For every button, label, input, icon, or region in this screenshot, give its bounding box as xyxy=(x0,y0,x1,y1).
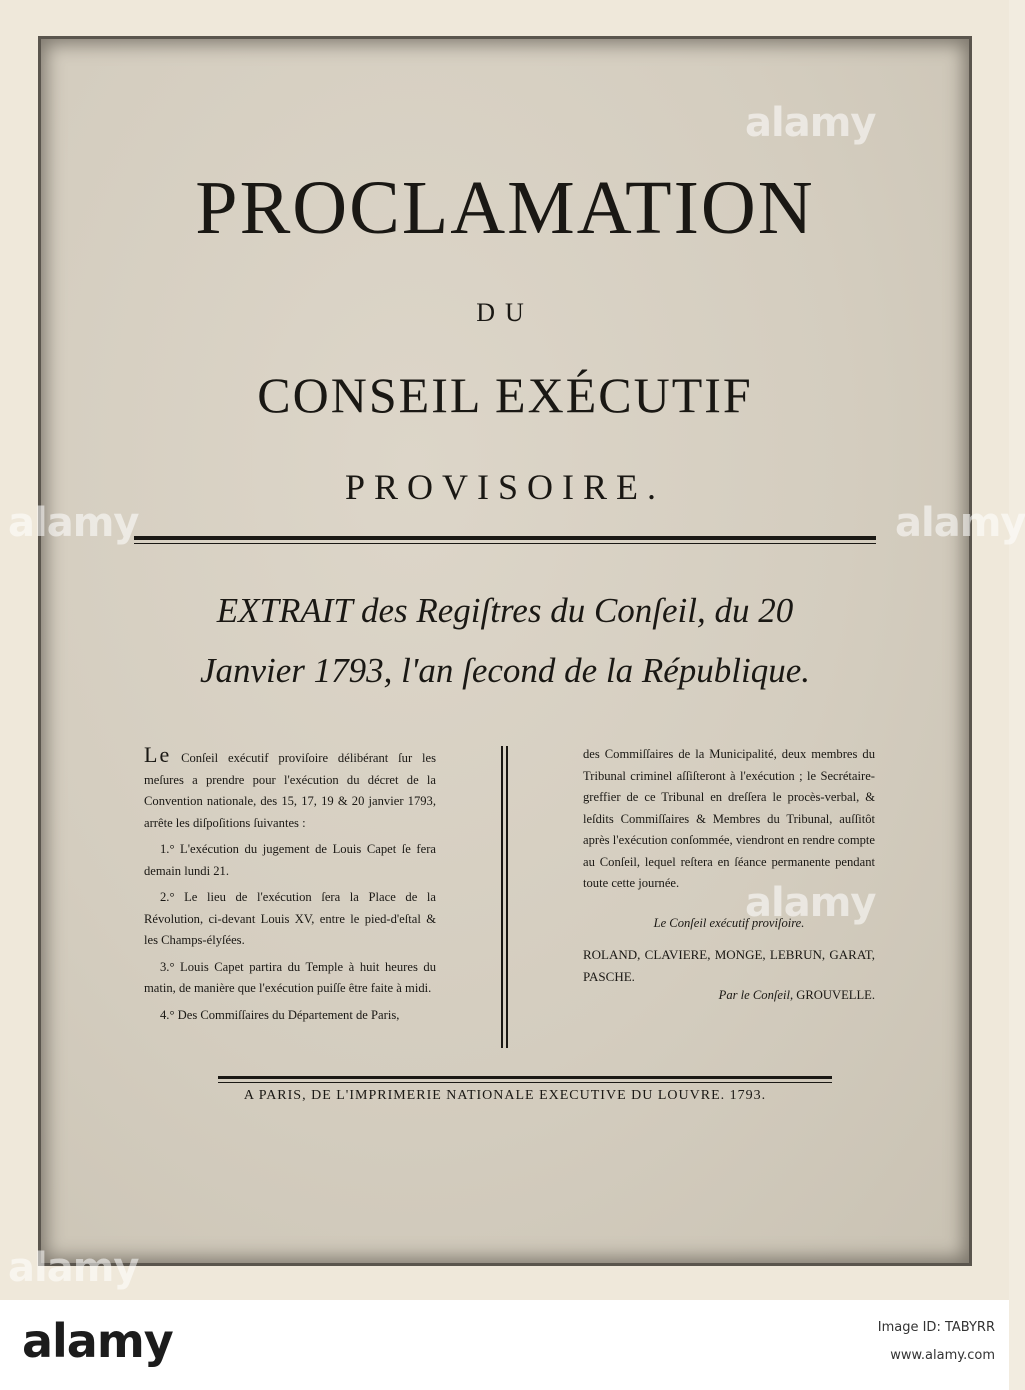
alamy-logo: alamy xyxy=(22,1314,173,1368)
poster-conseil: CONSEIL EXÉCUTIF xyxy=(257,367,753,423)
signature-council: Le Conſeil exécutif proviſoire. xyxy=(653,915,805,930)
continuation-text: des Commiſſaires de la Municipalité, deux membres du Tribunal criminel aſſiſteront à l'exécution ; le Secrétaire-greffier de ce Tribunal en dreſſera le procès-verbal, & leſdits Commiſſaires & Membres du Tribunal, auſſitôt après l'exécution conſommée, viendront en rendre compte au Conſeil, lequel reſtera en ſéance permanente pendant toute cette journée. xyxy=(583,747,875,890)
stock-footer xyxy=(0,1300,1009,1390)
proclamation-poster xyxy=(38,36,972,1266)
poster-title: PROCLAMATION xyxy=(195,166,815,250)
watermark-top-right: alamy xyxy=(745,100,876,146)
intro-dropcap: Le xyxy=(144,742,172,767)
right-column xyxy=(583,744,875,1007)
image-id: Image ID: TABYRR xyxy=(877,1320,995,1335)
watermark-bottom-left: alamy xyxy=(8,1245,139,1291)
left-column xyxy=(144,744,436,1026)
bottom-rule xyxy=(218,1076,832,1079)
column-divider-left xyxy=(501,746,503,1048)
intro-text: Conſeil exécutif proviſoire délibérant ſur les meſures a prendre pour l'exécution du décret de la Convention nationale, des 15, 17, 19 & 20 janvier 1793, arrête les diſpoſitions ſuivantes : xyxy=(144,751,436,830)
extrait-line-2: Janvier 1793, l'an ſecond de la République. xyxy=(199,651,811,690)
imprint-line: A PARIS, DE L'IMPRIMERIE NATIONALE EXECUTIVE DU LOUVRE. 1793. xyxy=(243,1088,767,1103)
column-divider-right xyxy=(506,746,508,1048)
extrait-line-1: EXTRAIT des Regiſtres du Conſeil, du 20 xyxy=(216,591,794,630)
watermark-right: alamy xyxy=(895,500,1025,546)
signature-names: ROLAND, CLAVIERE, MONGE, LEBRUN, GARAT, PASCHE. xyxy=(583,947,875,984)
stock-url: www.alamy.com xyxy=(890,1348,995,1363)
top-rule-thin xyxy=(134,543,876,544)
top-rule xyxy=(134,536,876,540)
intro-paragraph xyxy=(144,744,436,834)
article-4: 4.° Des Commiſſaires du Département de Paris, xyxy=(160,1007,400,1022)
article-2: 2.° Le lieu de l'exécution ſera la Place de la Révolution, ci-devant Louis XV, entre le pied-d'eſtal & les Champs-élyſées. xyxy=(144,890,436,947)
article-3: 3.° Louis Capet partira du Temple à huit heures du matin, de manière que l'exécution puiſſe être faite à midi. xyxy=(144,959,436,995)
grouvelle-name: GROUVELLE. xyxy=(796,988,875,1002)
article-1: 1.° L'exécution du jugement de Louis Capet ſe fera demain lundi 21. xyxy=(144,842,436,878)
bottom-rule-thin xyxy=(218,1082,832,1083)
signature-par-le-conseil xyxy=(583,985,875,1007)
par-le-conseil-text: Par le Conſeil, xyxy=(718,988,794,1002)
watermark-left: alamy xyxy=(8,500,139,546)
poster-provisoire: PROVISOIRE. xyxy=(344,467,666,507)
poster-du: DU xyxy=(476,298,534,327)
watermark-mid-right: alamy xyxy=(745,880,876,926)
